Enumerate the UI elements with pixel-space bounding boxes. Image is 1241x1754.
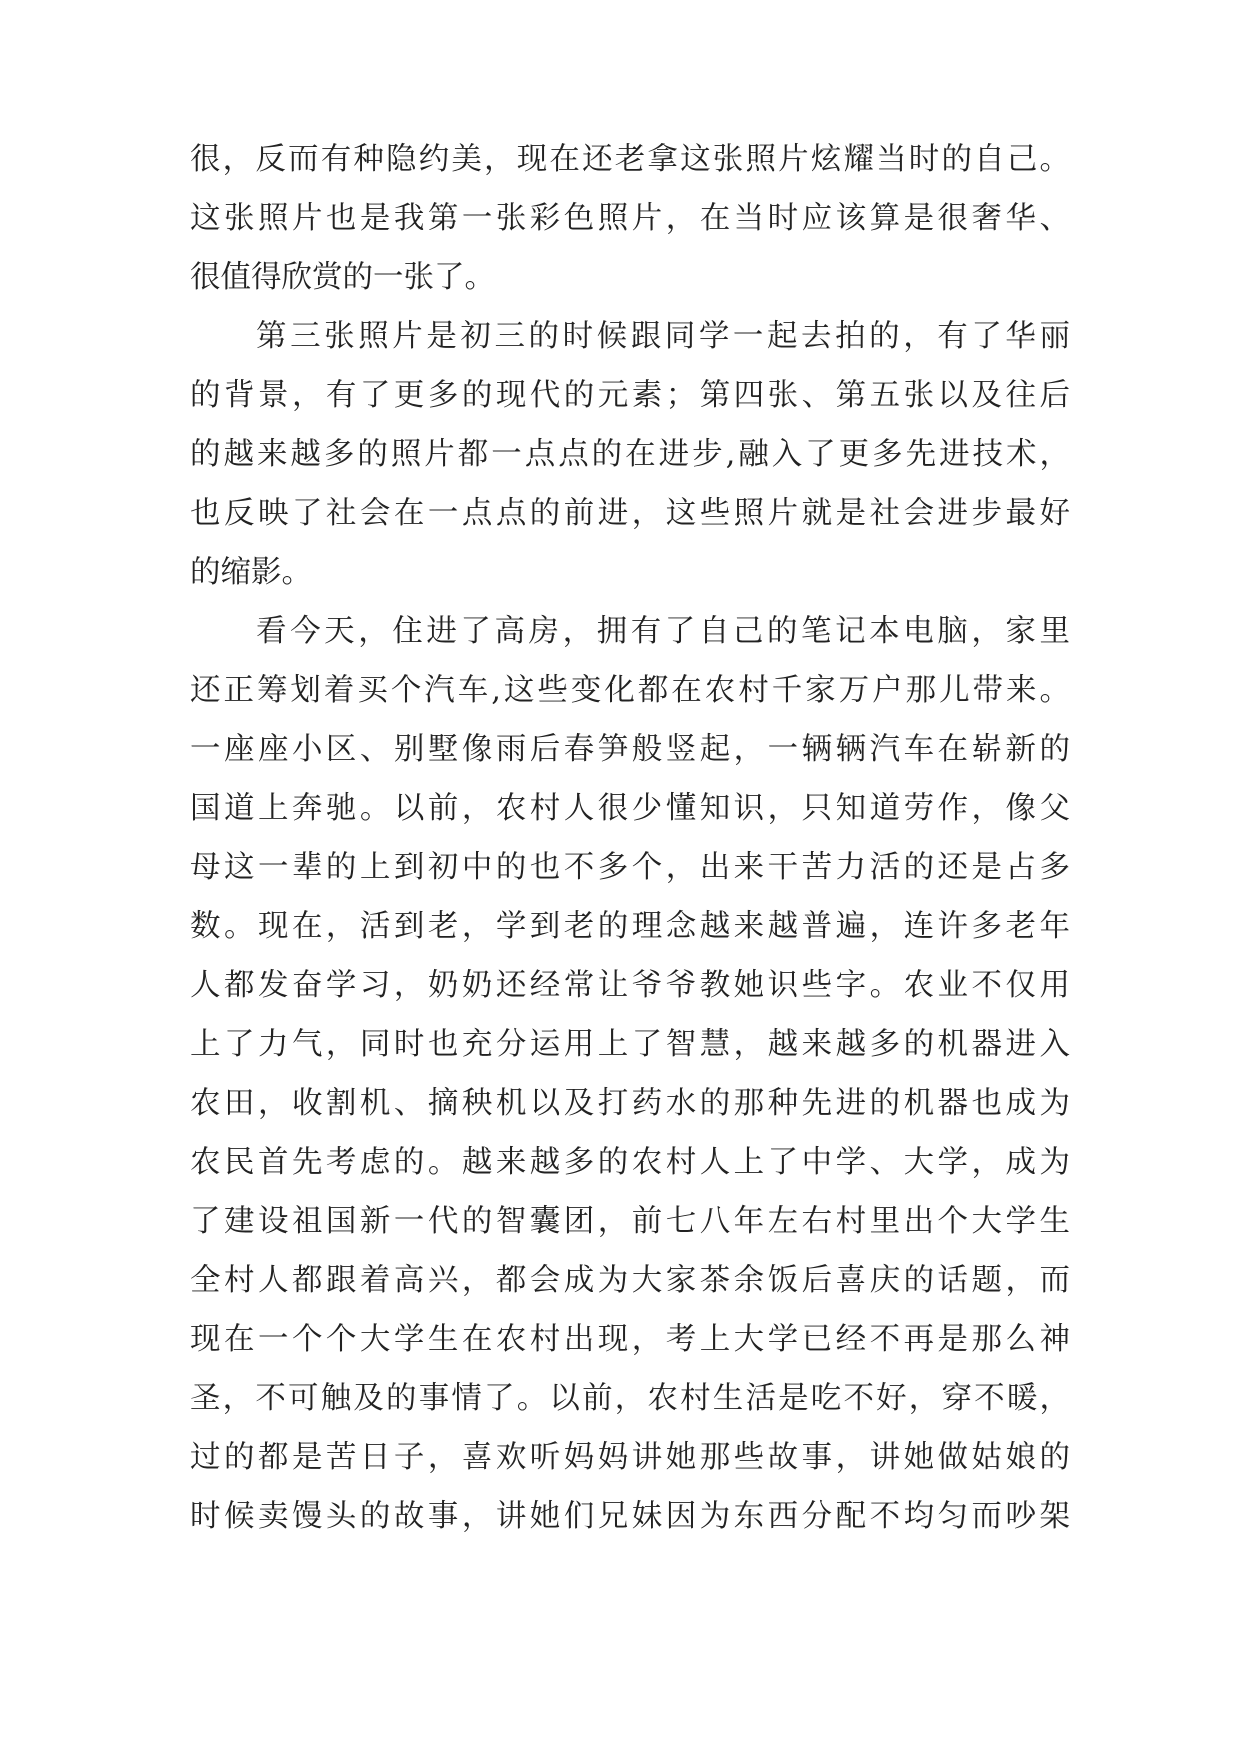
paragraph xyxy=(190,130,1070,307)
text-line: 第三张照片是初三的时候跟同学一起去拍的，有了华丽 xyxy=(256,319,1070,354)
text-line: 一座座小区、别墅像雨后春笋般竖起，一辆辆汽车在崭新的 xyxy=(190,732,1070,767)
paragraph xyxy=(190,602,1070,1546)
text-line: 现在一个个大学生在农村出现，考上大学已经不再是那么神 xyxy=(190,1322,1070,1357)
text-line: 全村人都跟着高兴，都会成为大家茶余饭后喜庆的话题，而 xyxy=(190,1263,1070,1298)
text-line: 时候卖馒头的故事，讲她们兄妹因为东西分配不均匀而吵架 xyxy=(190,1499,1070,1534)
text-line: 很值得欣赏的一张了。 xyxy=(190,260,495,295)
text-line: 上了力气，同时也充分运用上了智慧，越来越多的机器进入 xyxy=(190,1027,1070,1062)
text-line: 过的都是苦日子，喜欢听妈妈讲她那些故事，讲她做姑娘的 xyxy=(190,1440,1070,1475)
text-line: 这张照片也是我第一张彩色照片，在当时应该算是很奢华、 xyxy=(190,201,1070,236)
text-line: 数。现在，活到老，学到老的理念越来越普遍，连许多老年 xyxy=(190,909,1070,944)
text-line: 的缩影。 xyxy=(190,555,312,590)
text-line: 很，反而有种隐约美，现在还老拿这张照片炫耀当时的自己。 xyxy=(190,142,1070,177)
text-line: 国道上奔驰。以前，农村人很少懂知识，只知道劳作，像父 xyxy=(190,791,1070,826)
text-line: 人都发奋学习，奶奶还经常让爷爷教她识些字。农业不仅用 xyxy=(190,968,1070,1003)
text-line: 的越来越多的照片都一点点的在进步,融入了更多先进技术， xyxy=(190,437,1070,472)
paragraph xyxy=(190,307,1070,602)
text-line: 农田，收割机、摘秧机以及打药水的那种先进的机器也成为 xyxy=(190,1086,1070,1121)
text-line: 母这一辈的上到初中的也不多个，出来干苦力活的还是占多 xyxy=(190,850,1070,885)
text-line: 也反映了社会在一点点的前进，这些照片就是社会进步最好 xyxy=(190,496,1070,531)
text-line: 了建设祖国新一代的智囊团，前七八年左右村里出个大学生 xyxy=(190,1204,1070,1239)
text-line: 圣，不可触及的事情了。以前，农村生活是吃不好，穿不暖， xyxy=(190,1381,1070,1416)
text-line: 看今天，住进了高房，拥有了自己的笔记本电脑，家里 xyxy=(256,614,1070,649)
text-line: 还正筹划着买个汽车,这些变化都在农村千家万户那儿带来。 xyxy=(190,673,1070,708)
body-text xyxy=(190,130,1070,1546)
text-line: 农民首先考虑的。越来越多的农村人上了中学、大学，成为 xyxy=(190,1145,1070,1180)
text-line: 的背景，有了更多的现代的元素；第四张、第五张以及往后 xyxy=(190,378,1070,413)
